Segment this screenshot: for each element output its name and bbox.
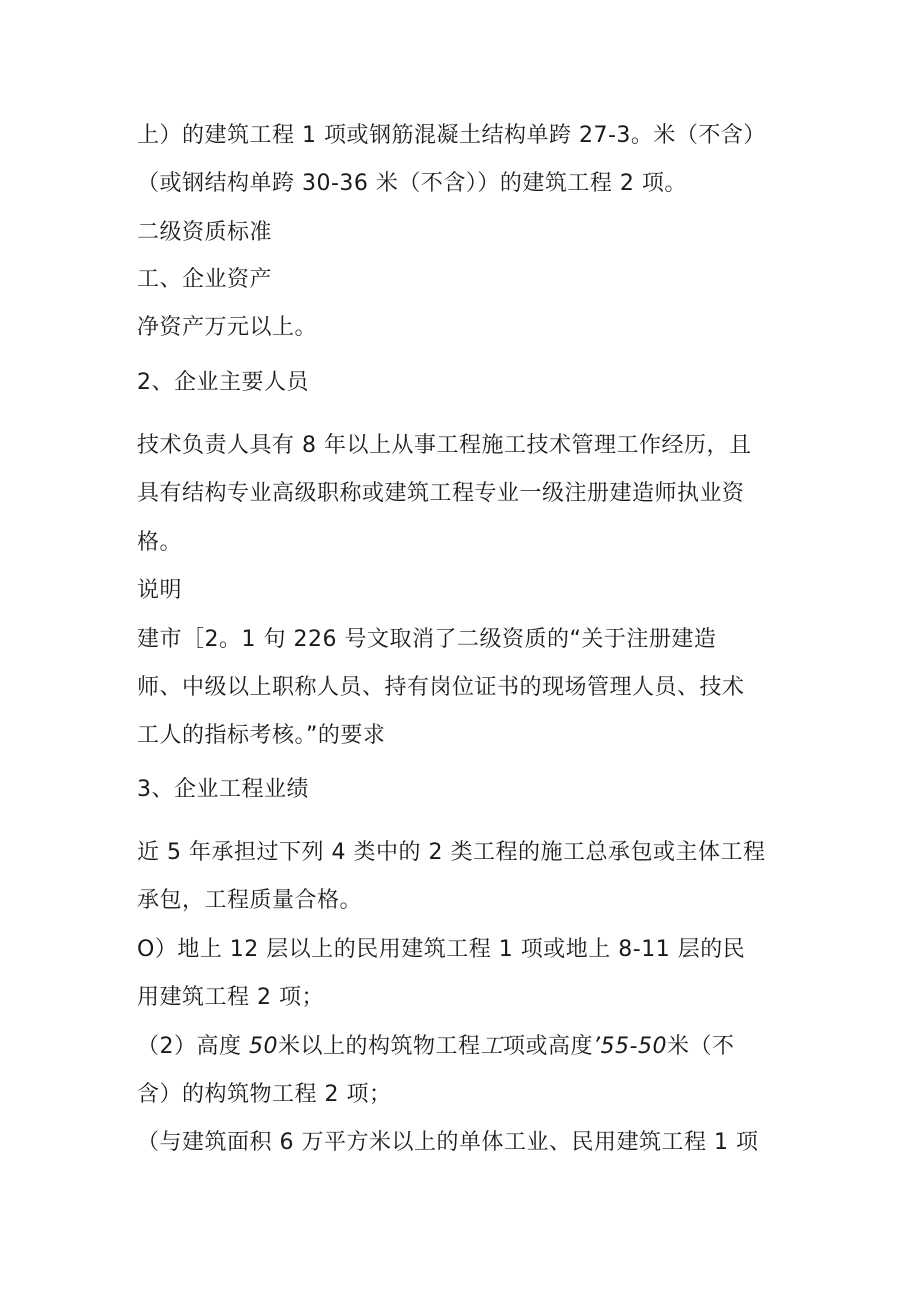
text-line-8: 具有结构专业高级职称或建筑工程专业一级注册建造师执业资 (137, 481, 745, 506)
text-fragment: （2）高度 (137, 1034, 249, 1059)
text-line-3: 二级资质标准 (137, 220, 273, 245)
text-fragment-italic: 50 (249, 1034, 278, 1059)
text-line-13: 工人的指标考核。”的要求 (137, 723, 386, 748)
text-line-5: 净资产万元以上。 (137, 315, 318, 340)
text-line-9: 格。 (137, 530, 183, 555)
text-line-16: 承包，工程质量合格。 (137, 888, 363, 913)
text-line-6: 2、企业主要人员 (137, 370, 309, 395)
text-line-14: 3、企业工程业绩 (137, 777, 309, 802)
text-line-20: 含）的构筑物工程 2 项； (137, 1082, 392, 1107)
text-line-1: 上）的建筑工程 1 项或钢筋混凝土结构单跨 27-3。米（不含） (137, 123, 766, 148)
text-fragment-italic: 工 (480, 1034, 504, 1059)
text-line-19 (137, 1032, 797, 1062)
text-fragment: 米（不 (666, 1034, 735, 1059)
text-line-4: 工、企业资产 (137, 267, 273, 292)
text-line-11: 建市［2。1 句 226 号文取消了二级资质的“关于注册建造 (137, 627, 717, 652)
text-fragment-italic: ’55-50 (593, 1034, 667, 1059)
text-line-10: 说明 (137, 578, 183, 603)
text-line-7: 技术负责人具有 8 年以上从事工程施工技术管理工作经历，且 (137, 433, 752, 458)
text-line-2: （或钢结构单跨 30-36 米（不含））的建筑工程 2 项。 (137, 171, 687, 196)
text-line-18: 用建筑工程 2 项； (137, 985, 324, 1010)
text-line-17: O）地上 12 层以上的民用建筑工程 1 项或地上 8-11 层的民 (137, 937, 746, 962)
text-fragment: 米以上的构筑物工程 (278, 1034, 481, 1059)
text-line-15: 近 5 年承担过下列 4 类中的 2 类工程的施工总承包或主体工程 (137, 840, 766, 865)
text-line-12: 师、中级以上职称人员、持有岗位证书的现场管理人员、技术 (137, 675, 745, 700)
text-line-21: （与建筑面积 6 万平方米以上的单体工业、民用建筑工程 1 项 (137, 1130, 759, 1155)
text-fragment: 项或高度 (503, 1034, 594, 1059)
